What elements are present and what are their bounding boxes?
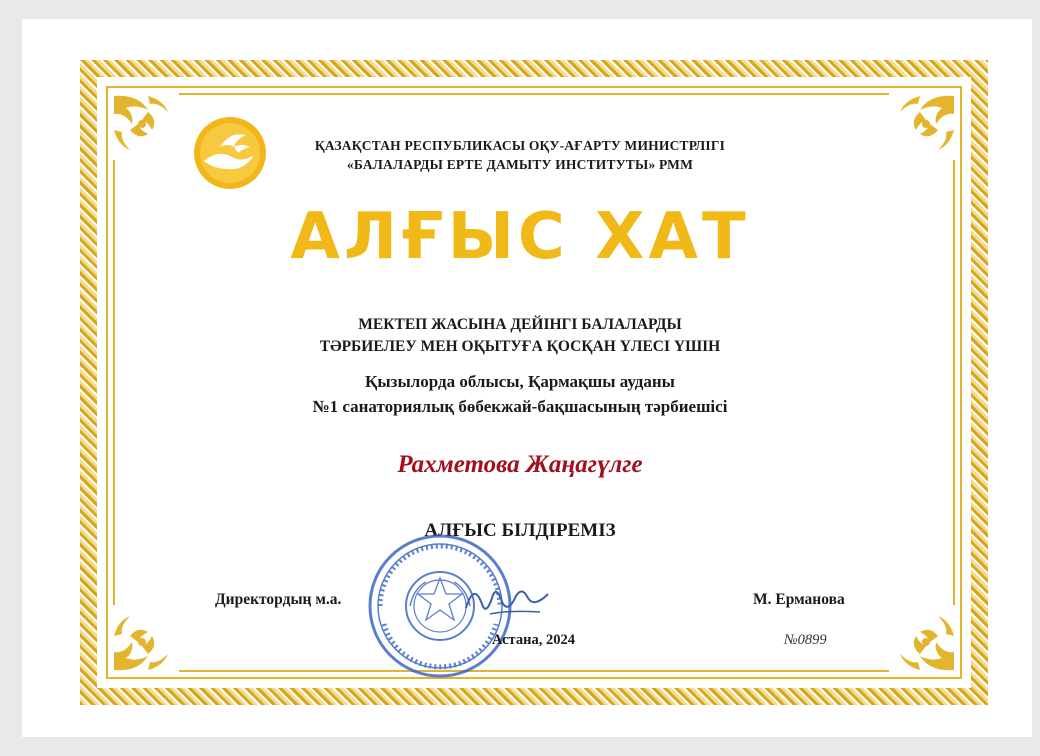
director-name: М. Ерманова bbox=[753, 591, 845, 608]
gratitude-statement: АЛҒЫС БІЛДІРЕМІЗ bbox=[424, 520, 616, 541]
institute-heading: «БАЛАЛАРДЫ ЕРТЕ ДАМЫТУ ИНСТИТУТЫ» РММ bbox=[346, 157, 694, 172]
ornament-corner-icon bbox=[108, 606, 178, 676]
director-role-label: Директордың м.а. bbox=[215, 591, 342, 608]
ornament-corner-icon bbox=[890, 606, 960, 676]
signature-scribble-icon bbox=[460, 568, 555, 628]
top-accent-line bbox=[179, 93, 889, 95]
serial-number: №0899 bbox=[784, 632, 827, 648]
certificate-title: АЛҒЫС ХАТ bbox=[290, 200, 750, 274]
place-line-1: Қызылорда облысы, Қармақшы ауданы bbox=[365, 372, 675, 391]
city-and-year: Астана, 2024 bbox=[492, 632, 575, 648]
place-line-2: №1 санаториялық бөбекжай-бақшасының тәрбиешісі bbox=[312, 397, 728, 416]
bottom-accent-line bbox=[179, 670, 889, 672]
ministry-heading: ҚАЗАҚСТАН РЕСПУБЛИКАСЫ ОҚУ-АҒАРТУ МИНИСТРЛІГІ bbox=[314, 138, 726, 153]
reason-line-1: МЕКТЕП ЖАСЫНА ДЕЙІНГІ БАЛАЛАРДЫ bbox=[358, 316, 682, 333]
reason-line-2: ТӘРБИЕЛЕУ МЕН ОҚЫТУҒА ҚОСҚАН ҮЛЕСІ ҮШІН bbox=[319, 338, 721, 355]
recipient-name: Рахметова Жаңагүлге bbox=[397, 451, 643, 478]
